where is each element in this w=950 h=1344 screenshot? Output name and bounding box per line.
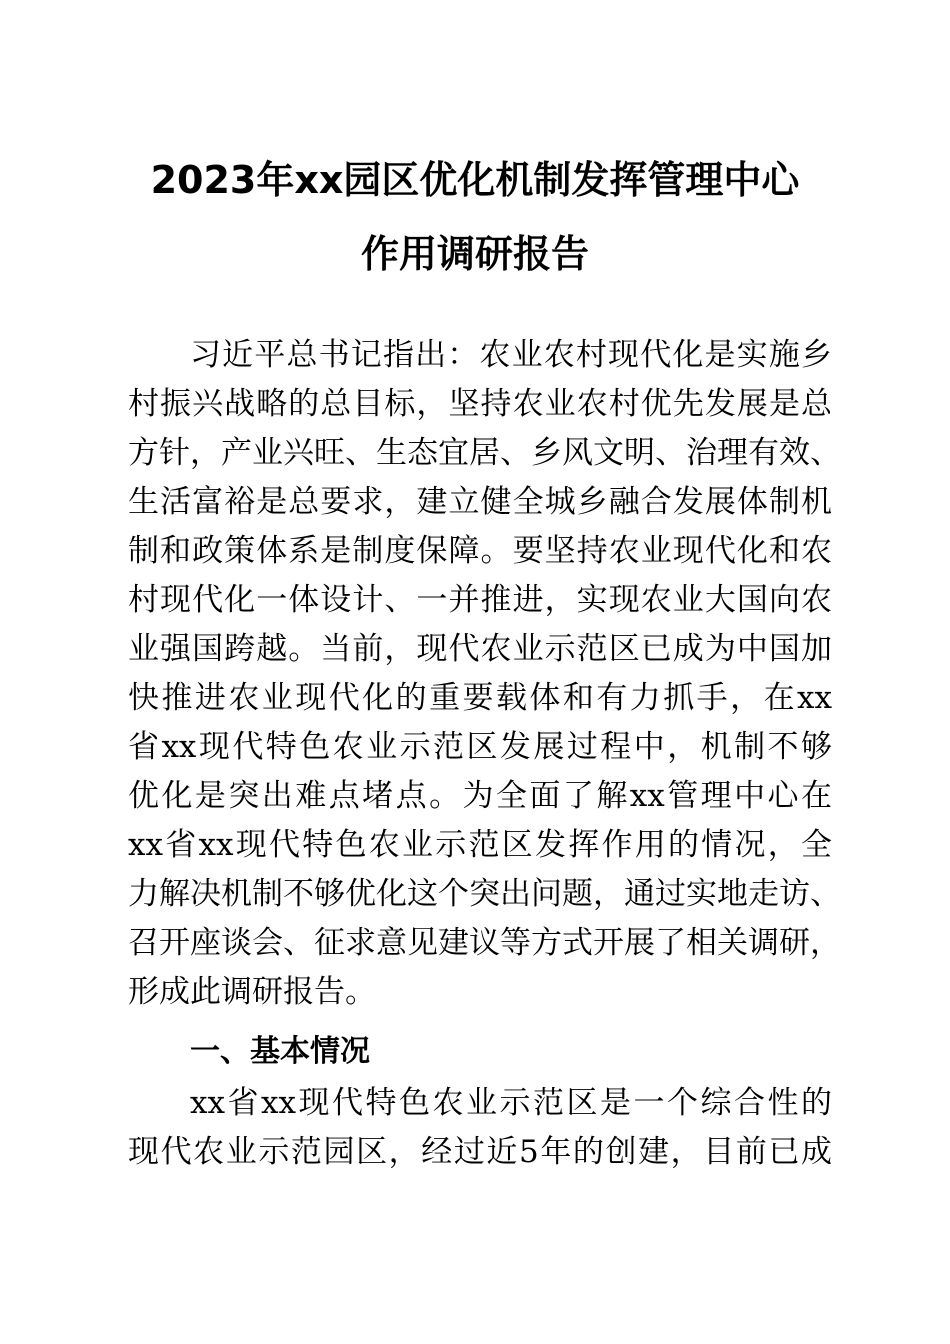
document-title-line1: 2023年xx园区优化机制发挥管理中心 <box>150 158 800 202</box>
document-title-line2: 作用调研报告 <box>360 232 589 276</box>
paragraph-line: 习近平总书记指出：农业农村现代化是实施乡 <box>190 337 832 373</box>
paragraph-line: 快推进农业现代化的重要载体和有力抓手，在xx <box>128 680 832 716</box>
paragraph-line: 村振兴战略的总目标，坚持农业农村优先发展是总 <box>128 386 832 422</box>
paragraph-line: 省xx现代特色农业示范区发展过程中，机制不够 <box>128 729 832 765</box>
paragraph-line: 优化是突出难点堵点。为全面了解xx管理中心在 <box>128 778 832 814</box>
paragraph-line: xx省xx现代特色农业示范区是一个综合性的 <box>190 1085 832 1121</box>
paragraph-line: 力解决机制不够优化这个突出问题，通过实地走访、 <box>128 876 841 912</box>
paragraph-line: 召开座谈会、征求意见建议等方式开展了相关调研， <box>128 925 841 961</box>
paragraph-line: 形成此调研报告。 <box>128 974 376 1010</box>
paragraph-line: 方针，产业兴旺、生态宜居、乡风文明、治理有效、 <box>128 435 841 471</box>
section-heading: 一、基本情况 <box>190 1034 370 1069</box>
paragraph-line: 村现代化一体设计、一并推进，实现农业大国向农 <box>128 582 832 618</box>
paragraph-line: 生活富裕是总要求，建立健全城乡融合发展体制机 <box>128 484 832 520</box>
paragraph-line: 现代农业示范园区，经过近5年的创建，目前已成 <box>128 1134 832 1170</box>
paragraph-line: xx省xx现代特色农业示范区发挥作用的情况，全 <box>128 827 832 863</box>
paragraph-line: 制和政策体系是制度保障。要坚持农业现代化和农 <box>128 533 832 569</box>
paragraph-line: 业强国跨越。当前，现代农业示范区已成为中国加 <box>128 631 832 667</box>
